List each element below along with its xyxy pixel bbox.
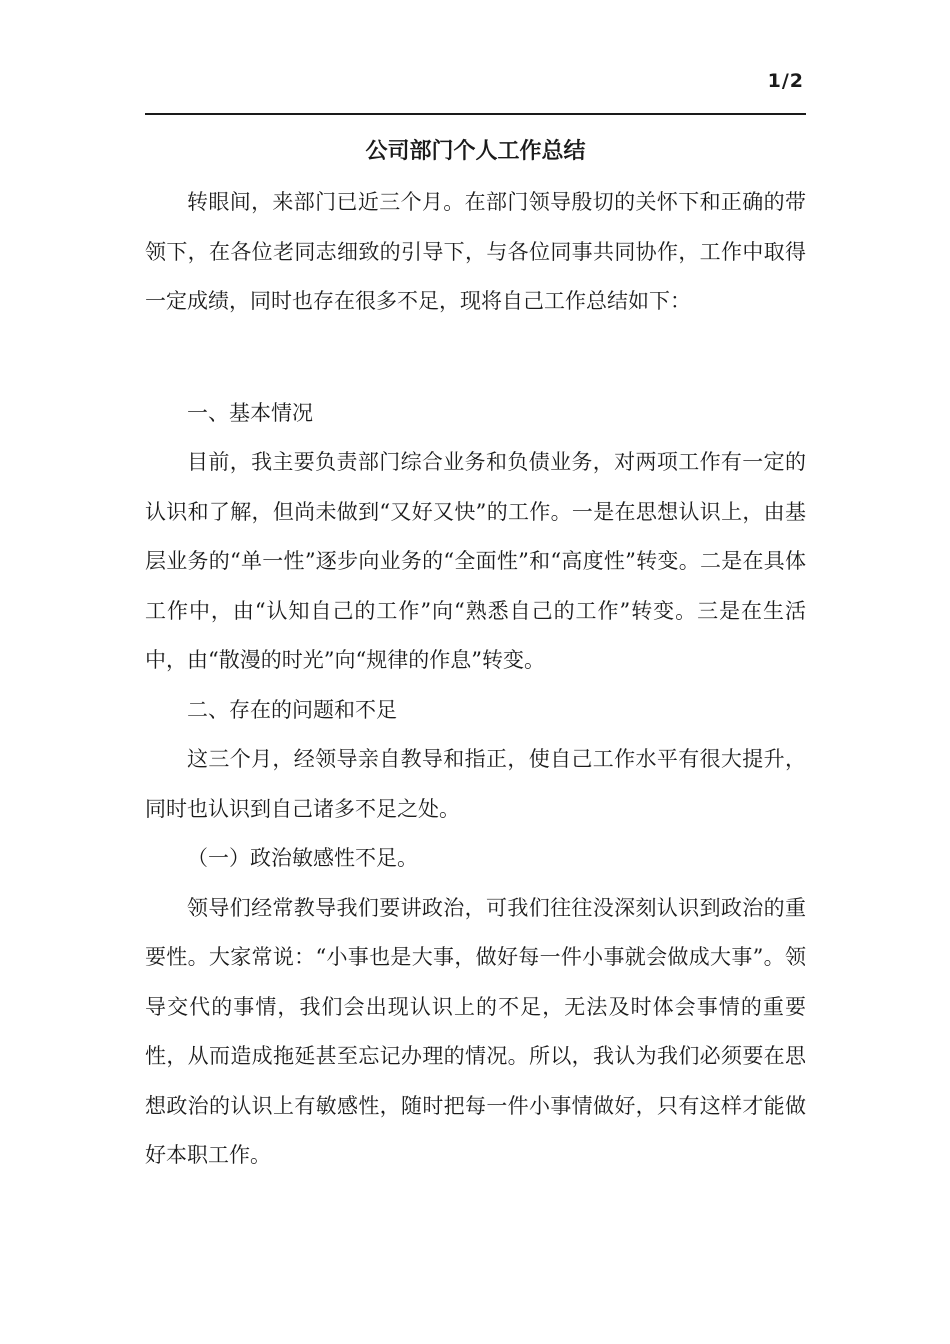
paragraph-gap — [145, 327, 806, 389]
section-heading-problems: 二、存在的问题和不足 — [187, 697, 397, 722]
page-number: 1/2 — [767, 70, 804, 92]
document-title: 公司部门个人工作总结 — [365, 139, 586, 164]
political-sensitivity-paragraph: 领导们经常教导我们要讲政治，可我们往往没深刻认识到政治的重要性。大家常说：“小事也是大事，做好每一件小事就会做成大事”。领导交代的事情，我们会出现认识上的不足，无法及时体会事情的重要性，从而造成拖延甚至忘记办理的情况。所以，我认为我们必须要在思想政治的认识上有敏感性，随时把每一件小事情做好，只有这样才能做好本职工作。 — [145, 895, 806, 1167]
header-divider — [145, 113, 806, 115]
basic-situation-paragraph: 目前，我主要负责部门综合业务和负债业务，对两项工作有一定的认识和了解，但尚未做到“又好又快”的工作。一是在思想认识上，由基层业务的“单一性”逐步向业务的“全面性”和“高度性”转变。二是在具体工作中，由“认知自己的工作”向“熟悉自己的工作”转变。三是在生活中，由“散漫的时光”向“规律的作息”转变。 — [145, 450, 806, 672]
section-heading-basic-situation: 一、基本情况 — [187, 400, 313, 425]
subsection-heading-political-sensitivity: （一）政治敏感性不足。 — [187, 846, 418, 870]
intro-paragraph: 转眼间，来部门已近三个月。在部门领导殷切的关怀下和正确的带领下，在各位老同志细致的引导下，与各位同事共同协作，工作中取得一定成绩，同时也存在很多不足，现将自己工作总结如下： — [145, 190, 806, 313]
problems-intro-paragraph: 这三个月，经领导亲自教导和指正，使自己工作水平有很大提升，同时也认识到自己诸多不足之处。 — [145, 747, 806, 821]
document-body — [145, 178, 806, 1181]
